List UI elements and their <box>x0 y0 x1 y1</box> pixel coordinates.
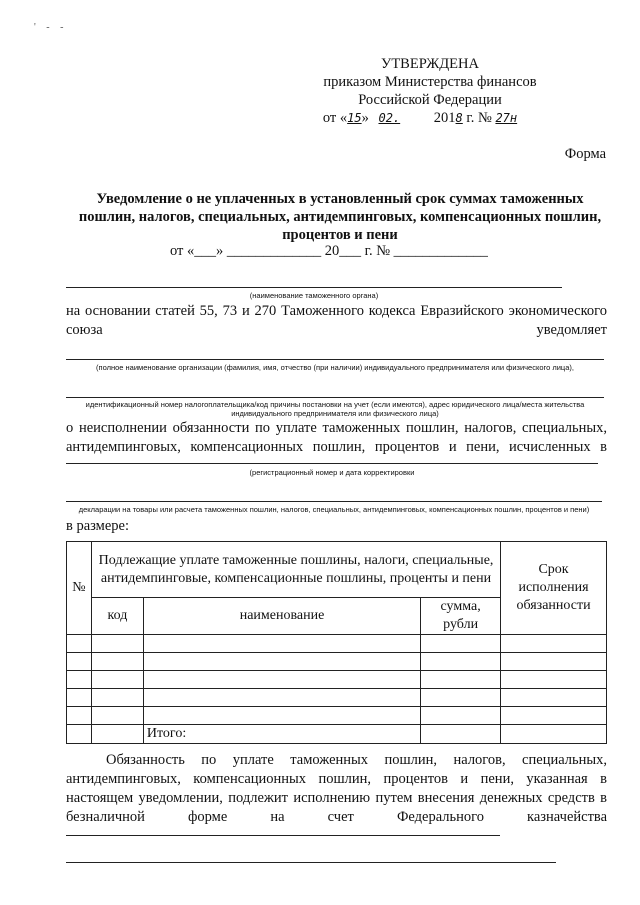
nonfulfillment-paragraph: о неисполнении обязанности по уплате таможенных пошлин, налогов, специальных, антидемпинговых, компенсационных пошлин, процентов и пени, исчисленных в <box>66 420 607 455</box>
approval-federation: Российской Федерации <box>358 92 502 108</box>
table-cell <box>91 689 143 707</box>
table-cell <box>91 635 143 653</box>
treasury-line-2 <box>66 862 556 863</box>
registration-caption: (регистрационный номер и дата корректировки <box>249 468 415 477</box>
table-row <box>67 671 607 689</box>
tax-id-caption-1: идентификационный номер налогоплательщика/код причины постановки на учет (если имеются), адрес юридического лица/места жительства <box>85 400 585 409</box>
table-cell <box>143 707 420 725</box>
table-cell <box>91 653 143 671</box>
treasury-line-1 <box>66 835 500 836</box>
approval-number: 27н <box>495 111 518 125</box>
table-cell <box>421 689 501 707</box>
table-cell <box>143 689 420 707</box>
group-header: Подлежащие уплате таможенные пошлины, налоги, специальные, антидемпинговые, компенсационные пошлины, проценты и пени <box>91 542 500 598</box>
col-name-header: наименование <box>143 598 420 635</box>
customs-body-line <box>66 287 562 288</box>
table-cell <box>501 635 607 653</box>
table-row <box>67 635 607 653</box>
col-code-header: код <box>91 598 143 635</box>
declaration-caption: декларации на товары или расчета таможенных пошлин, налогов, специальных, антидемпинговых, компенсационных пошлин, процентов и пени) <box>78 505 590 514</box>
table-cell <box>501 653 607 671</box>
table-cell <box>67 653 92 671</box>
table-cell <box>143 635 420 653</box>
duty-table <box>66 541 607 744</box>
header-marks: ' - - <box>34 22 68 33</box>
approval-date: от «15» 02. 2018 г. № 27н <box>300 109 560 127</box>
table-row <box>67 689 607 707</box>
tax-id-caption-2: индивидуального предпринимателя или физического лица) <box>231 409 439 418</box>
page-title: Уведомление о не уплаченных в установленный срок суммах таможенных пошлин, налогов, специальных, антидемпинговых, компенсационных пошлин, процентов и пени <box>78 191 602 243</box>
approval-order: приказом Министерства финансов <box>323 74 537 90</box>
notice-date-line: от «___» _____________ 20___ г. № _____________ <box>170 243 488 259</box>
table-cell <box>421 635 501 653</box>
table-cell <box>67 707 92 725</box>
table-cell <box>501 707 607 725</box>
approval-block <box>300 55 560 127</box>
col-number-header: № <box>67 542 92 635</box>
table-cell <box>91 671 143 689</box>
registration-line <box>66 463 598 464</box>
table-cell <box>501 671 607 689</box>
table-cell <box>67 671 92 689</box>
declaration-line <box>66 501 602 502</box>
basis-paragraph: на основании статей 55, 73 и 270 Таможенного кодекса Евразийского экономического союза уведомляет <box>66 303 607 338</box>
table-cell <box>91 707 143 725</box>
obligation-paragraph: Обязанность по уплате таможенных пошлин, налогов, специальных, антидемпинговых, компенсационных пошлин, процентов и пени, указанная в настоящем уведомлении, подлежит исполнению путем внесения денежных средств в безналичной форме на счет Федерального казначейства <box>66 752 607 825</box>
organization-line <box>66 359 604 360</box>
amount-label: в размере: <box>66 518 130 534</box>
organization-caption: (полное наименование организации (фамилия, имя, отчество (при наличии) индивидуального предпринимателя или физического лица), <box>96 363 574 372</box>
form-label: Форма <box>564 146 606 162</box>
table-cell <box>143 671 420 689</box>
approval-year-digit: 8 <box>455 111 463 125</box>
table-cell <box>67 635 92 653</box>
tax-id-line <box>66 397 604 398</box>
total-label: Итого: <box>143 725 420 744</box>
table-cell <box>421 653 501 671</box>
table-row <box>67 653 607 671</box>
customs-body-caption: (наименование таможенного органа) <box>249 291 379 300</box>
approval-title: УТВЕРЖДЕНА <box>381 56 479 72</box>
approval-month: 02. <box>378 111 401 125</box>
table-row <box>67 707 607 725</box>
col-sum-header: сумма, рубли <box>421 598 501 635</box>
col-deadline-header: Срок исполнения обязанности <box>501 542 607 635</box>
approval-day: 15 <box>347 111 362 125</box>
table-cell <box>421 671 501 689</box>
table-cell <box>67 689 92 707</box>
table-cell <box>501 689 607 707</box>
table-cell <box>421 707 501 725</box>
table-cell <box>143 653 420 671</box>
